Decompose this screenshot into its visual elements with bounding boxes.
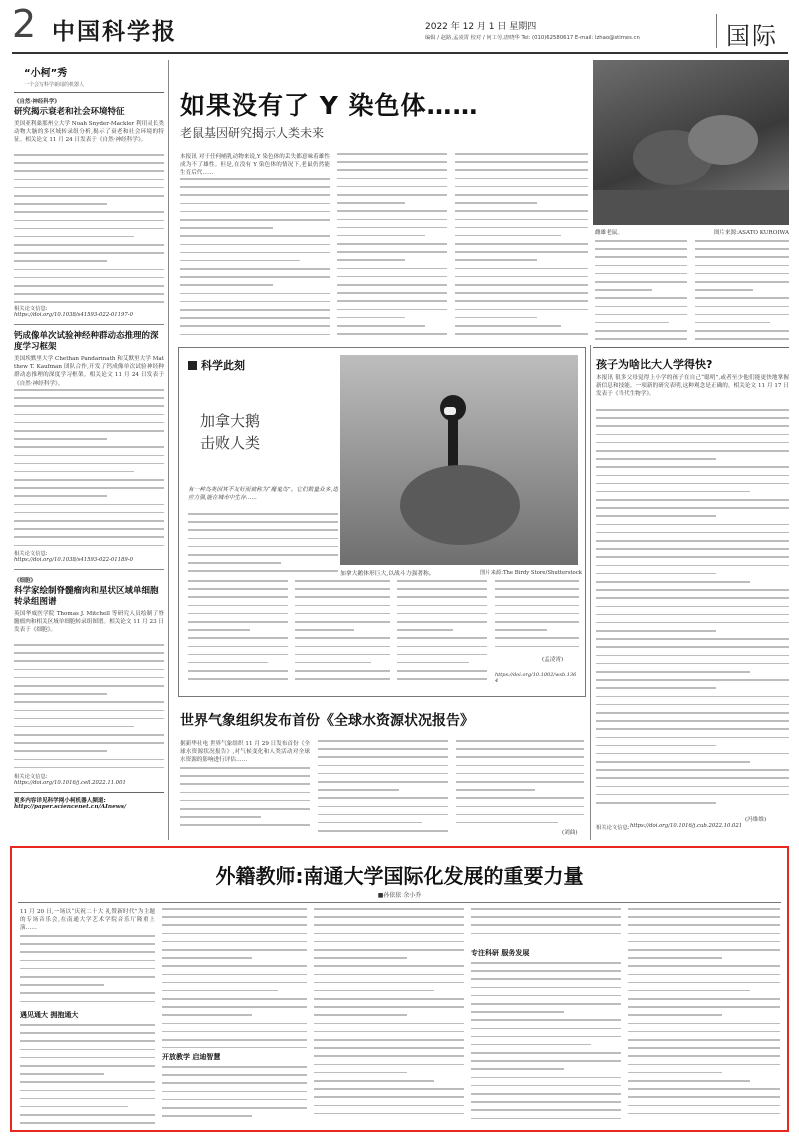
item-title: 科学家绘制脊髓瘤肉和星状区域单细胞转录组图谱 <box>14 586 159 607</box>
section-name: 国际 <box>726 22 778 50</box>
water-author: (刘曲) <box>562 830 578 836</box>
feature-headline: 外籍教师:南通大学国际化发展的重要力量 <box>215 864 584 888</box>
page-number: 2 <box>12 2 37 46</box>
square-icon <box>188 361 197 370</box>
date-line: 2022 年 12 月 1 日 星期四 <box>425 22 537 32</box>
photo-caption <box>595 228 789 236</box>
right-article-doi[interactable]: https://doi.org/10.1016/j.cub.2022.10.021 <box>630 823 743 829</box>
right-article-author: (冯维维) <box>745 817 767 823</box>
column-subtitle: 一个会写科学新闻的机器人 <box>24 82 85 88</box>
feature-body: 11 月 20 日,一场以“庆祝二十大 礼赞新时代”为主题的专场音乐会,在南通大学艺术学院音乐厅隆重上演…… <box>20 909 155 932</box>
item-ref: 相关论文信息: <box>14 551 48 557</box>
science-headline: 加拿大鹅击败人类 <box>200 412 261 452</box>
item-body: 美国埃默里大学 Chethan Pandarinath 和艾默里大学 Matthew T. Kaufman 团队合作,开发了钙成像单次试验神经种群动态推理的深度学习框架。相关论文 11 月 24 日发表于《自然·神经科学》。 <box>14 356 164 387</box>
item-ref: 相关论文信息: <box>14 774 48 780</box>
more-link[interactable]: http://paper.sciencenet.cn/AInews/ <box>14 804 127 810</box>
feature-section-3: 专注科研 服务发展 <box>471 949 530 957</box>
right-article-body: 本报讯 很多父母觉得上小学的孩子在自己“聪明”,或者至少他们能更快地掌握新信息和技能。一项新的研究表明,这种观念是正确的。相关论文 11 月 17 日发表于《当代生物学》。 <box>596 375 789 398</box>
lead-headline: 如果没有了 Y 染色体…… <box>180 91 479 120</box>
column-title: “小柯”秀 <box>24 68 68 79</box>
science-column-badge <box>188 357 245 373</box>
goose-credit: 图片来源:The Birdy Store/Shutterstock <box>480 570 582 576</box>
item-doi[interactable]: https://doi.org/10.1038/s41593-022-01197-0 <box>14 312 133 318</box>
caption-text: 雌雄老鼠。 <box>595 230 623 236</box>
goose-photo <box>340 355 578 565</box>
news-item <box>14 576 164 786</box>
science-author: (孟凌霄) <box>542 657 564 663</box>
feature-byline: ■孙依依 余小乔 <box>377 892 422 899</box>
mice-photo <box>593 60 789 225</box>
lead-subtitle: 老鼠基因研究揭示人类未来 <box>180 126 325 140</box>
news-item <box>14 331 164 563</box>
science-doi[interactable]: https://doi.org/10.1002/wsb.1364 <box>495 672 577 684</box>
caption-credit: 图片来源:ASATO KUROIWA <box>713 230 789 236</box>
right-article-title: 孩子为啥比大人学得快? <box>596 358 713 371</box>
science-column-title: 科学此刻 <box>201 359 245 372</box>
paper-logo <box>52 13 202 45</box>
water-body: 据新华社电 世界气象组织 11 月 29 日发布首份《全球水资源状况报告》,对气候变化和人类活动对全球水资源的影响进行评估…… <box>180 741 310 764</box>
water-headline: 世界气象组织发布首份《全球水资源状况报告》 <box>180 713 474 729</box>
editors-line: 编辑 / 赵路,孟凌霄 校对 / 何工劳,唐晓华 Tel: (010)62580617 E-mail: lzhao@stimes.cn <box>425 35 640 41</box>
feature-section-1: 遇见通大 拥抱通大 <box>20 1011 79 1019</box>
feature-section-2: 开放教学 启迪智慧 <box>162 1053 221 1061</box>
item-doi[interactable]: https://doi.org/10.1016/j.cell.2022.11.001 <box>14 780 126 786</box>
item-title: 研究揭示衰老和社会环境特征 <box>14 107 125 117</box>
right-article-ref: 相关论文信息: <box>596 825 630 831</box>
item-tag: 《自然·神经科学》 <box>14 99 60 105</box>
science-lead-body: 有一种鸟类因其不友好而被称为“魔鬼鸟”。它们数量众多,适应力强,能在城市中生存…… <box>188 487 338 502</box>
lead-body: 本报讯 对于任何哺乳动物来说,Y 染色体的丢失都意味着雄性成为不了雄性。但是,在没有 Y 染色体的情况下,老鼠仍然能生育后代…… <box>180 154 330 177</box>
more-label: 更多内容详见科学网小柯机器人频道: <box>14 798 106 804</box>
news-item <box>14 97 164 318</box>
goose-caption: 加拿大鹅体形巨大,以战斗力强著称。 <box>340 571 435 577</box>
masthead <box>0 0 799 52</box>
paper-name: 中国科学报 <box>52 18 177 45</box>
item-title: 钙成像单次试验神经种群动态推理的深度学习框架 <box>14 331 159 352</box>
item-body: 英国华威医学院 Thomas J. Mitchell 等研究人员绘制了脊髓瘤肉和相关区域单细胞转录组图谱。相关论文 11 月 23 日发表于《细胞》。 <box>14 611 164 634</box>
item-tag: 《细胞》 <box>14 578 37 584</box>
item-body: 美国亚利桑那州立大学 Noah Snyder-Mackler 利用灵长类动物大脑的多区域转录组分析,揭示了衰老和社会环境的特征。相关论文 11 月 24 日发表于《自然·神经科学》。 <box>14 121 164 144</box>
xiaoke-column <box>14 64 164 839</box>
item-ref: 相关论文信息: <box>14 306 48 312</box>
item-doi[interactable]: https://doi.org/10.1038/s41593-022-01189-0 <box>14 557 133 563</box>
